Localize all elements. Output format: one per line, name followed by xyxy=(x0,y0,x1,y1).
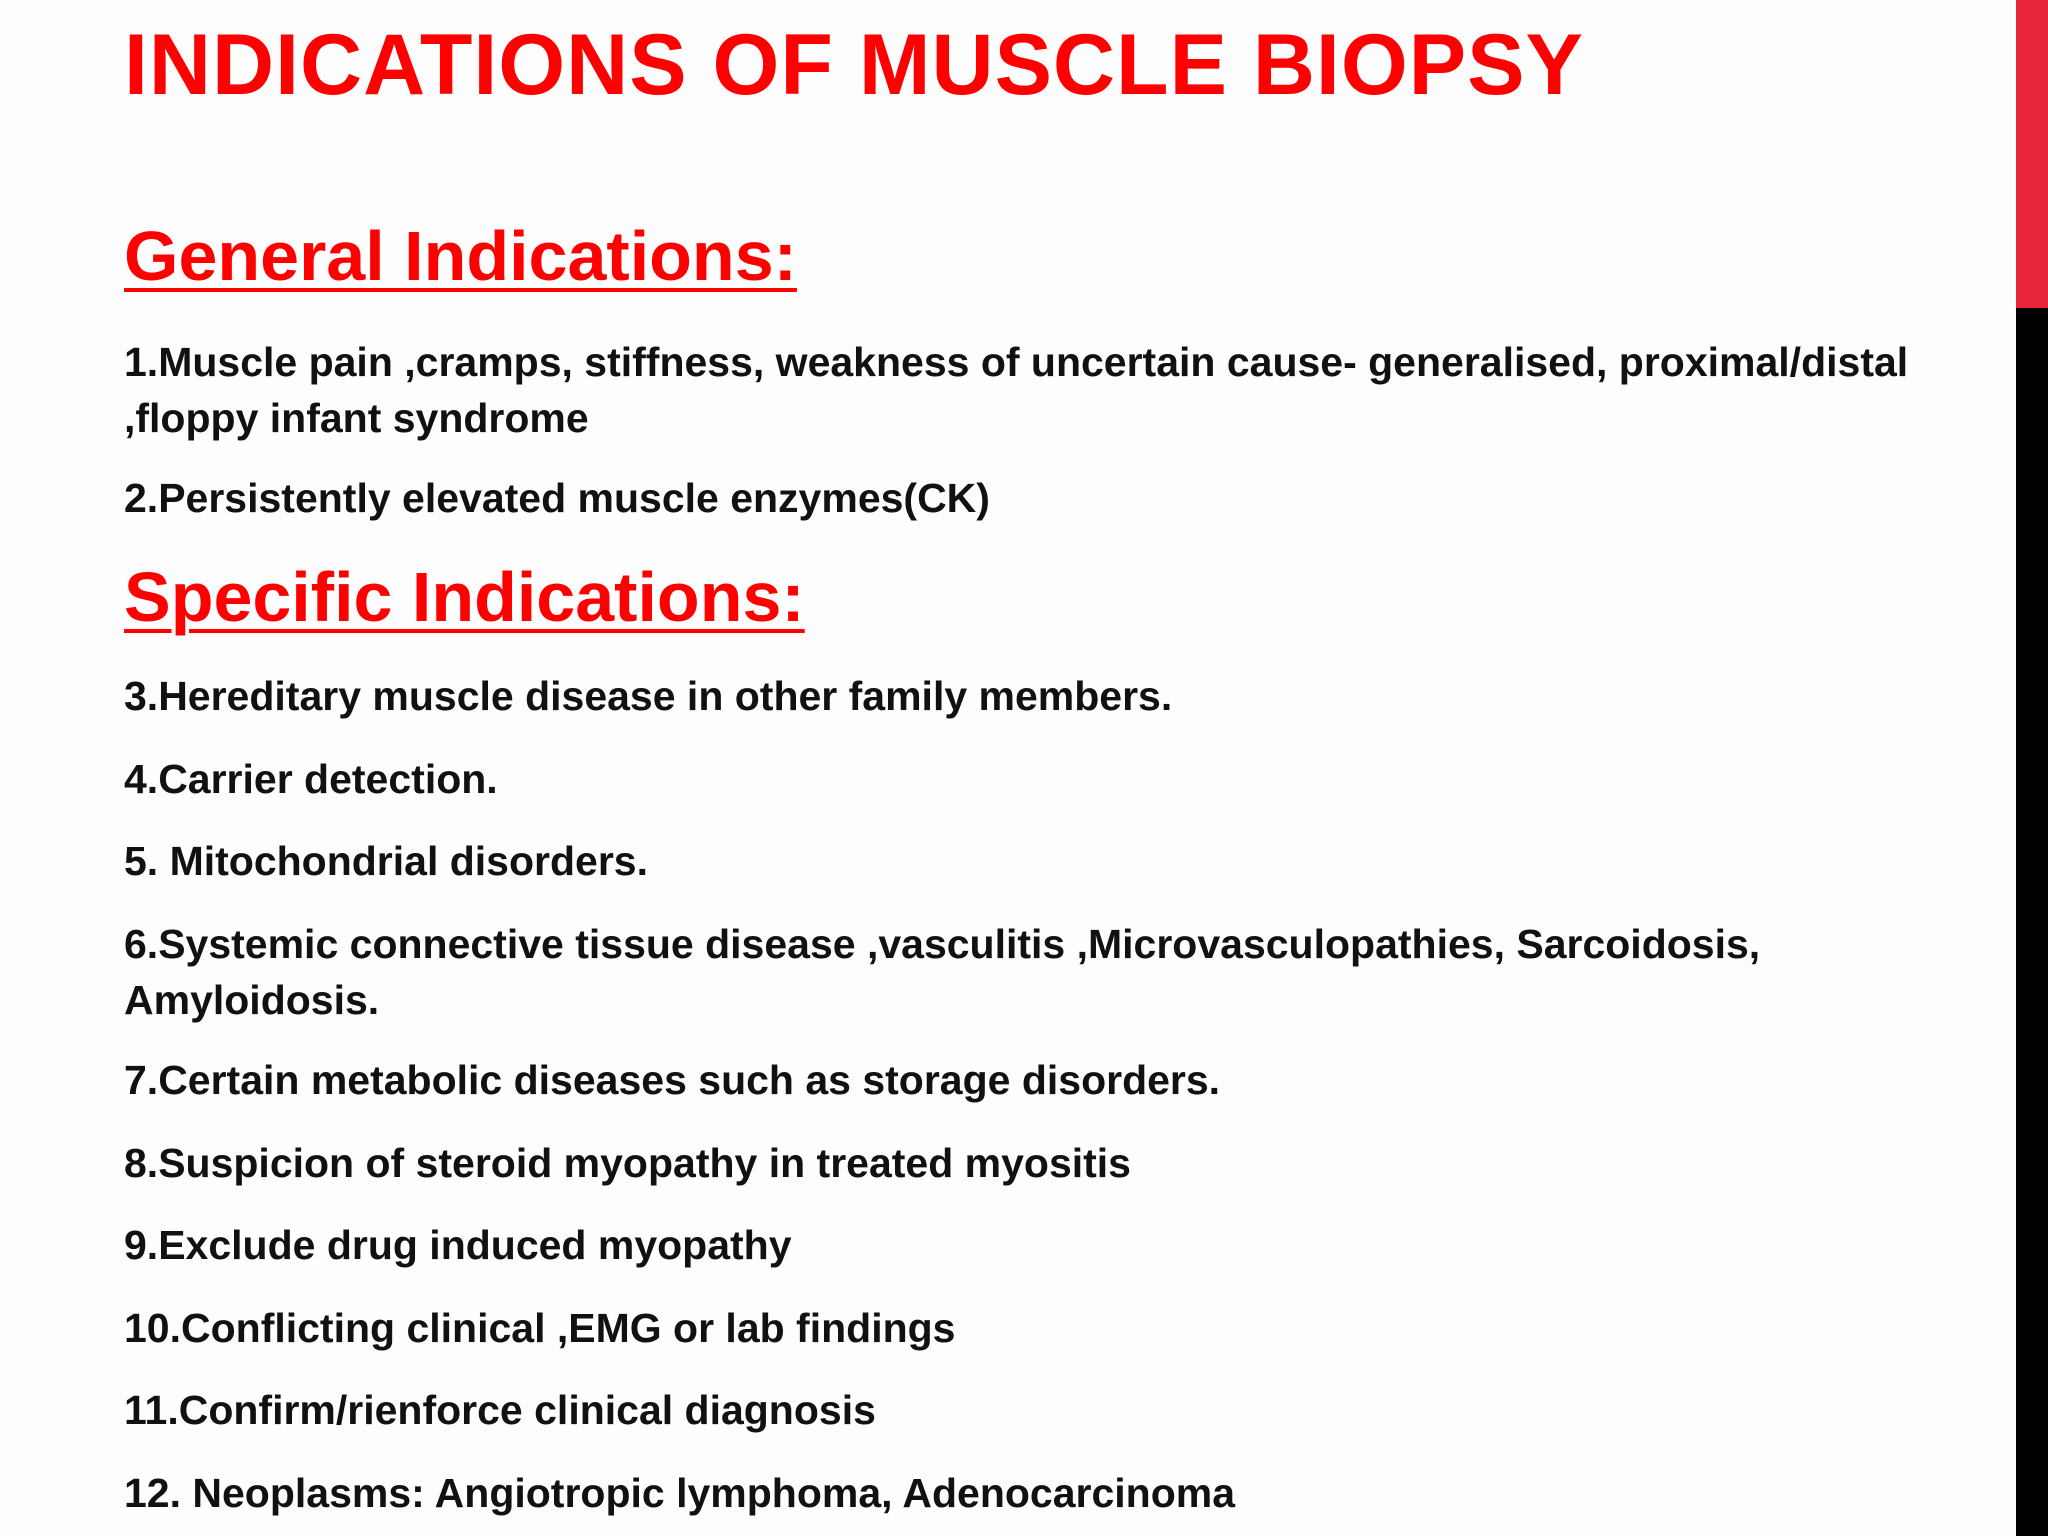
accent-bar-black xyxy=(2016,308,2048,1536)
specific-item-4: 4.Carrier detection. xyxy=(124,756,498,802)
specific-item-8: 8.Suspicion of steroid myopathy in treated myositis xyxy=(124,1140,1131,1186)
specific-item-10: 10.Conflicting clinical ,EMG or lab findings xyxy=(124,1305,956,1351)
slide-title: INDICATIONS OF MUSCLE BIOPSY xyxy=(124,17,1584,113)
specific-item-11: 11.Confirm/rienforce clinical diagnosis xyxy=(124,1387,876,1433)
specific-item-5: 5. Mitochondrial disorders. xyxy=(124,838,648,884)
specific-item-6: 6.Systemic connective tissue disease ,vasculitis ,Microvasculopathies, Sarcoidosis, Amyloidosis. xyxy=(124,921,1761,1023)
specific-item-12: 12. Neoplasms: Angiotropic lymphoma, Adenocarcinoma xyxy=(124,1470,1236,1516)
specific-item-7: 7.Certain metabolic diseases such as storage disorders. xyxy=(124,1057,1221,1103)
specific-item-3: 3.Hereditary muscle disease in other family members. xyxy=(124,673,1173,719)
general-item-2: 2.Persistently elevated muscle enzymes(CK) xyxy=(124,475,990,521)
specific-indications-heading: Specific Indications: xyxy=(124,558,805,636)
accent-bar-red xyxy=(2016,0,2048,308)
general-item-1: 1.Muscle pain ,cramps, stiffness, weakness of uncertain cause- generalised, proximal/distal ,floppy infant syndrome xyxy=(124,339,1909,441)
general-indications-heading: General Indications: xyxy=(124,217,797,295)
specific-item-9: 9.Exclude drug induced myopathy xyxy=(124,1222,792,1268)
